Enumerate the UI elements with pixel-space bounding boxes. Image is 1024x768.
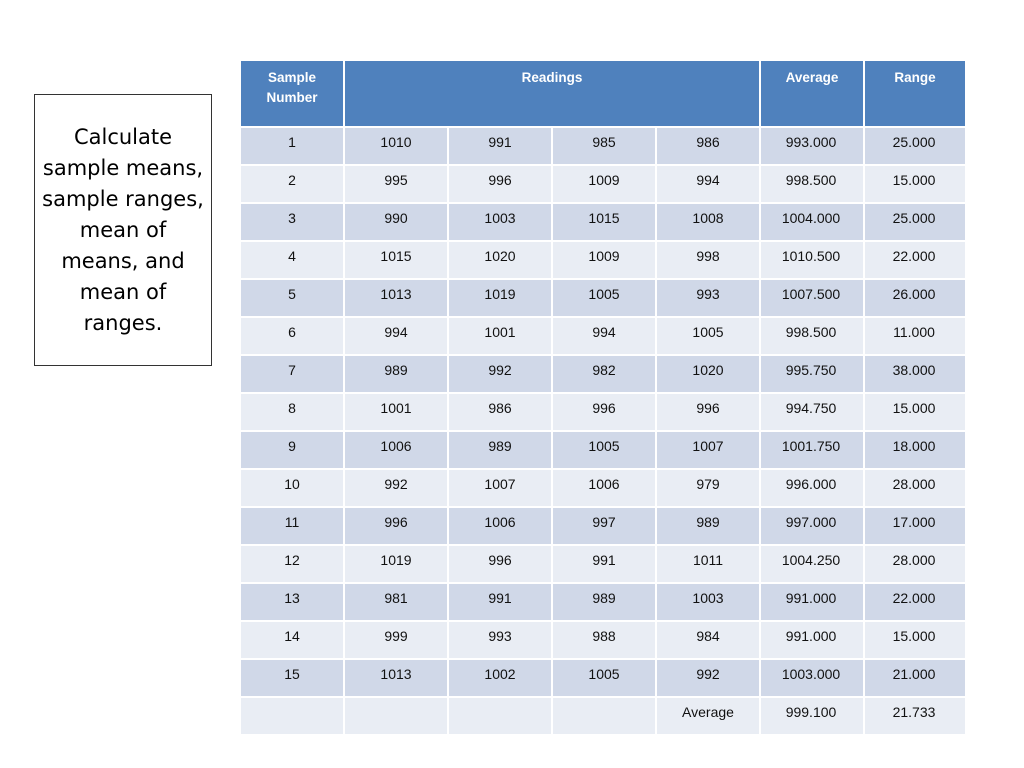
reading-cell: 1001 (448, 317, 552, 355)
header-average: Average (760, 60, 864, 127)
header-readings: Readings (344, 60, 760, 127)
reading-cell: 993 (448, 621, 552, 659)
instruction-box (34, 94, 212, 366)
empty-cell (344, 697, 448, 735)
sample-number-cell: 10 (240, 469, 344, 507)
reading-cell: 982 (552, 355, 656, 393)
sample-number-cell: 15 (240, 659, 344, 697)
table-row (240, 583, 966, 621)
empty-cell (240, 697, 344, 735)
average-cell: 996.000 (760, 469, 864, 507)
reading-cell: 1015 (344, 241, 448, 279)
instruction-text: Calculate sample means, sample ranges, mean of means, and mean of ranges. (42, 124, 204, 335)
table-row (240, 545, 966, 583)
reading-cell: 1001 (344, 393, 448, 431)
average-cell: 998.500 (760, 165, 864, 203)
reading-cell: 995 (344, 165, 448, 203)
readings-table (239, 59, 967, 736)
table-body (240, 127, 966, 735)
sample-number-cell: 14 (240, 621, 344, 659)
reading-cell: 996 (448, 545, 552, 583)
reading-cell: 994 (656, 165, 760, 203)
reading-cell: 979 (656, 469, 760, 507)
reading-cell: 996 (656, 393, 760, 431)
sample-number-cell: 5 (240, 279, 344, 317)
reading-cell: 1005 (656, 317, 760, 355)
reading-cell: 989 (344, 355, 448, 393)
reading-cell: 1007 (448, 469, 552, 507)
summary-row (240, 697, 966, 735)
reading-cell: 991 (448, 583, 552, 621)
table-row (240, 127, 966, 165)
reading-cell: 992 (656, 659, 760, 697)
reading-cell: 990 (344, 203, 448, 241)
table-row (240, 621, 966, 659)
header-row (240, 60, 966, 127)
reading-cell: 1006 (552, 469, 656, 507)
reading-cell: 1019 (448, 279, 552, 317)
reading-cell: 1013 (344, 659, 448, 697)
reading-cell: 1006 (344, 431, 448, 469)
reading-cell: 986 (448, 393, 552, 431)
range-cell: 22.000 (864, 583, 966, 621)
table-row (240, 355, 966, 393)
range-cell: 15.000 (864, 165, 966, 203)
sample-number-cell: 13 (240, 583, 344, 621)
reading-cell: 1005 (552, 431, 656, 469)
average-cell: 991.000 (760, 583, 864, 621)
reading-cell: 1009 (552, 241, 656, 279)
range-cell: 21.000 (864, 659, 966, 697)
reading-cell: 1015 (552, 203, 656, 241)
table-row (240, 317, 966, 355)
reading-cell: 997 (552, 507, 656, 545)
reading-cell: 991 (448, 127, 552, 165)
reading-cell: 1008 (656, 203, 760, 241)
average-cell: 995.750 (760, 355, 864, 393)
reading-cell: 994 (344, 317, 448, 355)
reading-cell: 998 (656, 241, 760, 279)
sample-number-cell: 7 (240, 355, 344, 393)
average-cell: 1004.000 (760, 203, 864, 241)
reading-cell: 989 (552, 583, 656, 621)
reading-cell: 994 (552, 317, 656, 355)
reading-cell: 989 (656, 507, 760, 545)
sample-number-cell: 8 (240, 393, 344, 431)
reading-cell: 1006 (448, 507, 552, 545)
reading-cell: 1013 (344, 279, 448, 317)
table-row (240, 469, 966, 507)
reading-cell: 986 (656, 127, 760, 165)
reading-cell: 999 (344, 621, 448, 659)
sample-number-cell: 1 (240, 127, 344, 165)
average-cell: 1010.500 (760, 241, 864, 279)
reading-cell: 1003 (656, 583, 760, 621)
header-range: Range (864, 60, 966, 127)
reading-cell: 984 (656, 621, 760, 659)
mean-of-means-cell: 999.100 (760, 697, 864, 735)
reading-cell: 988 (552, 621, 656, 659)
range-cell: 25.000 (864, 203, 966, 241)
reading-cell: 996 (344, 507, 448, 545)
sample-number-cell: 9 (240, 431, 344, 469)
reading-cell: 981 (344, 583, 448, 621)
average-cell: 991.000 (760, 621, 864, 659)
range-cell: 11.000 (864, 317, 966, 355)
reading-cell: 1007 (656, 431, 760, 469)
reading-cell: 1020 (448, 241, 552, 279)
sample-number-cell: 12 (240, 545, 344, 583)
sample-number-cell: 3 (240, 203, 344, 241)
range-cell: 25.000 (864, 127, 966, 165)
range-cell: 18.000 (864, 431, 966, 469)
reading-cell: 993 (656, 279, 760, 317)
sample-number-cell: 11 (240, 507, 344, 545)
range-cell: 15.000 (864, 393, 966, 431)
table-row (240, 431, 966, 469)
reading-cell: 1002 (448, 659, 552, 697)
reading-cell: 996 (448, 165, 552, 203)
range-cell: 15.000 (864, 621, 966, 659)
reading-cell: 989 (448, 431, 552, 469)
sample-number-cell: 4 (240, 241, 344, 279)
reading-cell: 1010 (344, 127, 448, 165)
reading-cell: 992 (344, 469, 448, 507)
average-cell: 1004.250 (760, 545, 864, 583)
average-cell: 1001.750 (760, 431, 864, 469)
average-cell: 1003.000 (760, 659, 864, 697)
reading-cell: 992 (448, 355, 552, 393)
reading-cell: 1005 (552, 659, 656, 697)
reading-cell: 991 (552, 545, 656, 583)
reading-cell: 1003 (448, 203, 552, 241)
reading-cell: 985 (552, 127, 656, 165)
average-cell: 993.000 (760, 127, 864, 165)
reading-cell: 1011 (656, 545, 760, 583)
reading-cell: 1019 (344, 545, 448, 583)
range-cell: 38.000 (864, 355, 966, 393)
table-row (240, 659, 966, 697)
range-cell: 17.000 (864, 507, 966, 545)
sample-number-cell: 6 (240, 317, 344, 355)
reading-cell: 996 (552, 393, 656, 431)
sample-number-cell: 2 (240, 165, 344, 203)
range-cell: 28.000 (864, 545, 966, 583)
range-cell: 26.000 (864, 279, 966, 317)
range-cell: 22.000 (864, 241, 966, 279)
table-row (240, 165, 966, 203)
average-cell: 1007.500 (760, 279, 864, 317)
table-row (240, 393, 966, 431)
empty-cell (552, 697, 656, 735)
table-row (240, 203, 966, 241)
average-cell: 994.750 (760, 393, 864, 431)
range-cell: 28.000 (864, 469, 966, 507)
table-row (240, 241, 966, 279)
reading-cell: 1005 (552, 279, 656, 317)
summary-label-cell: Average (656, 697, 760, 735)
table-row (240, 507, 966, 545)
average-cell: 997.000 (760, 507, 864, 545)
empty-cell (448, 697, 552, 735)
table-row (240, 279, 966, 317)
header-sample-number: Sample Number (240, 60, 344, 127)
mean-of-ranges-cell: 21.733 (864, 697, 966, 735)
reading-cell: 1009 (552, 165, 656, 203)
average-cell: 998.500 (760, 317, 864, 355)
reading-cell: 1020 (656, 355, 760, 393)
